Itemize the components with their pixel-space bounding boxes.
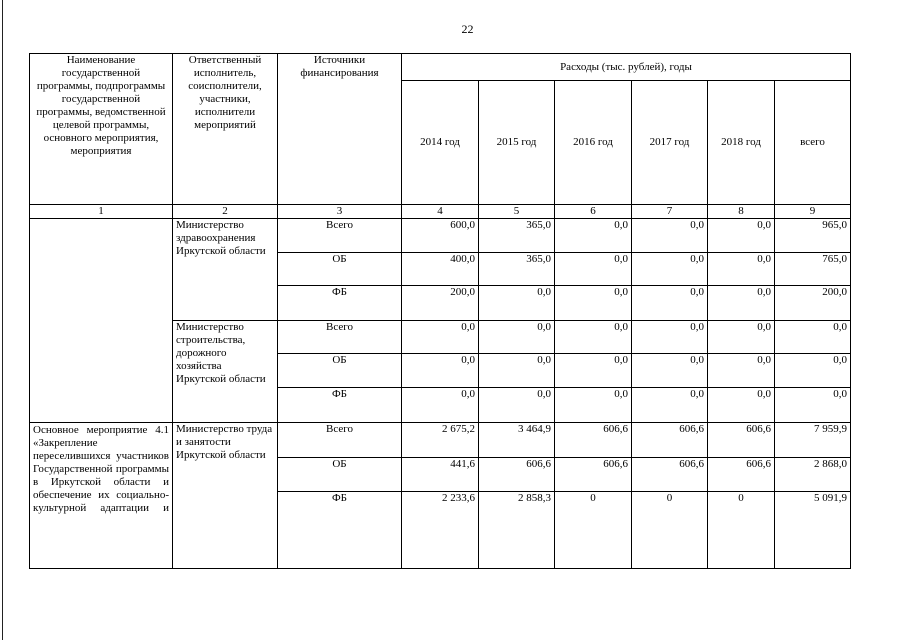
source-cell: Всего — [278, 219, 402, 253]
value-cell: 606,6 — [479, 458, 555, 492]
value-cell: 0,0 — [775, 388, 851, 423]
value-cell: 200,0 — [402, 286, 479, 321]
value-cell: 2 858,3 — [479, 492, 555, 569]
table-row — [30, 219, 851, 253]
value-cell: 606,6 — [708, 458, 775, 492]
value-cell: 0,0 — [708, 253, 775, 286]
source-cell: ОБ — [278, 354, 402, 388]
header-year-total: всего — [775, 81, 851, 205]
value-cell: 0,0 — [555, 219, 632, 253]
value-cell: 0,0 — [555, 253, 632, 286]
header-row — [30, 54, 851, 81]
value-cell: 0,0 — [708, 354, 775, 388]
value-cell: 0,0 — [708, 321, 775, 354]
column-number: 6 — [555, 205, 632, 219]
column-numbers-row — [30, 205, 851, 219]
source-cell: ФБ — [278, 492, 402, 569]
value-cell: 0,0 — [479, 388, 555, 423]
header-expenses: Расходы (тыс. рублей), годы — [402, 54, 851, 81]
value-cell: 365,0 — [479, 219, 555, 253]
value-cell: 0,0 — [555, 286, 632, 321]
table-row — [30, 423, 851, 458]
value-cell: 0,0 — [632, 286, 708, 321]
source-cell: ОБ — [278, 253, 402, 286]
value-cell: 2 233,6 — [402, 492, 479, 569]
value-cell: 0,0 — [632, 388, 708, 423]
program-name-cell — [30, 219, 173, 423]
value-cell: 0,0 — [402, 321, 479, 354]
value-cell: 200,0 — [775, 286, 851, 321]
value-cell: 0 — [632, 492, 708, 569]
header-year: 2018 год — [708, 81, 775, 205]
column-number: 9 — [775, 205, 851, 219]
header-year: 2016 год — [555, 81, 632, 205]
value-cell: 606,6 — [555, 458, 632, 492]
column-number: 1 — [30, 205, 173, 219]
value-cell: 0,0 — [479, 321, 555, 354]
value-cell: 965,0 — [775, 219, 851, 253]
value-cell: 0,0 — [775, 321, 851, 354]
value-cell: 0,0 — [708, 286, 775, 321]
source-cell: ФБ — [278, 388, 402, 423]
executor-cell: Министерство строительства, дорожного хозяйства Иркутской области — [173, 321, 278, 423]
value-cell: 400,0 — [402, 253, 479, 286]
executor-cell: Министерство здравоохранения Иркутской области — [173, 219, 278, 321]
value-cell: 606,6 — [555, 423, 632, 458]
value-cell: 765,0 — [775, 253, 851, 286]
value-cell: 0,0 — [479, 354, 555, 388]
value-cell: 606,6 — [632, 423, 708, 458]
value-cell: 0,0 — [555, 388, 632, 423]
page-edge-line — [2, 0, 3, 640]
header-year: 2014 год — [402, 81, 479, 205]
source-cell: Всего — [278, 321, 402, 354]
value-cell: 0,0 — [708, 388, 775, 423]
value-cell: 0 — [555, 492, 632, 569]
value-cell: 606,6 — [708, 423, 775, 458]
value-cell: 0,0 — [555, 354, 632, 388]
program-name-cell: Основное мероприятие 4.1 «Закрепление переселившихся участников Государственной программы в Иркутской области и обеспечение их социально-культурной адаптации и — [30, 423, 173, 569]
value-cell: 0,0 — [632, 321, 708, 354]
value-cell: 600,0 — [402, 219, 479, 253]
value-cell: 0,0 — [632, 219, 708, 253]
value-cell: 3 464,9 — [479, 423, 555, 458]
value-cell: 0,0 — [632, 253, 708, 286]
header-executor: Ответственный исполнитель, соисполнители, участники, исполнители мероприятий — [173, 54, 278, 205]
value-cell: 441,6 — [402, 458, 479, 492]
header-year: 2015 год — [479, 81, 555, 205]
column-number: 7 — [632, 205, 708, 219]
header-program-name: Наименование государственной программы, подпрограммы государственной программы, ведомственной целевой программы, основного мероприятия, мероприятия — [30, 54, 173, 205]
value-cell: 0,0 — [402, 388, 479, 423]
column-number: 3 — [278, 205, 402, 219]
value-cell: 7 959,9 — [775, 423, 851, 458]
source-cell: ФБ — [278, 286, 402, 321]
expenses-table — [29, 53, 851, 569]
executor-cell: Министерство труда и занятости Иркутской области — [173, 423, 278, 569]
page-number: 22 — [461, 22, 474, 36]
header-funding-source: Источники финансирования — [278, 54, 402, 205]
header-year: 2017 год — [632, 81, 708, 205]
value-cell: 0 — [708, 492, 775, 569]
value-cell: 0,0 — [479, 286, 555, 321]
source-cell: Всего — [278, 423, 402, 458]
value-cell: 5 091,9 — [775, 492, 851, 569]
value-cell: 0,0 — [402, 354, 479, 388]
value-cell: 0,0 — [775, 354, 851, 388]
value-cell: 0,0 — [632, 354, 708, 388]
value-cell: 365,0 — [479, 253, 555, 286]
value-cell: 0,0 — [708, 219, 775, 253]
column-number: 5 — [479, 205, 555, 219]
column-number: 8 — [708, 205, 775, 219]
source-cell: ОБ — [278, 458, 402, 492]
value-cell: 2 675,2 — [402, 423, 479, 458]
value-cell: 2 868,0 — [775, 458, 851, 492]
value-cell: 0,0 — [555, 321, 632, 354]
value-cell: 606,6 — [632, 458, 708, 492]
column-number: 4 — [402, 205, 479, 219]
column-number: 2 — [173, 205, 278, 219]
